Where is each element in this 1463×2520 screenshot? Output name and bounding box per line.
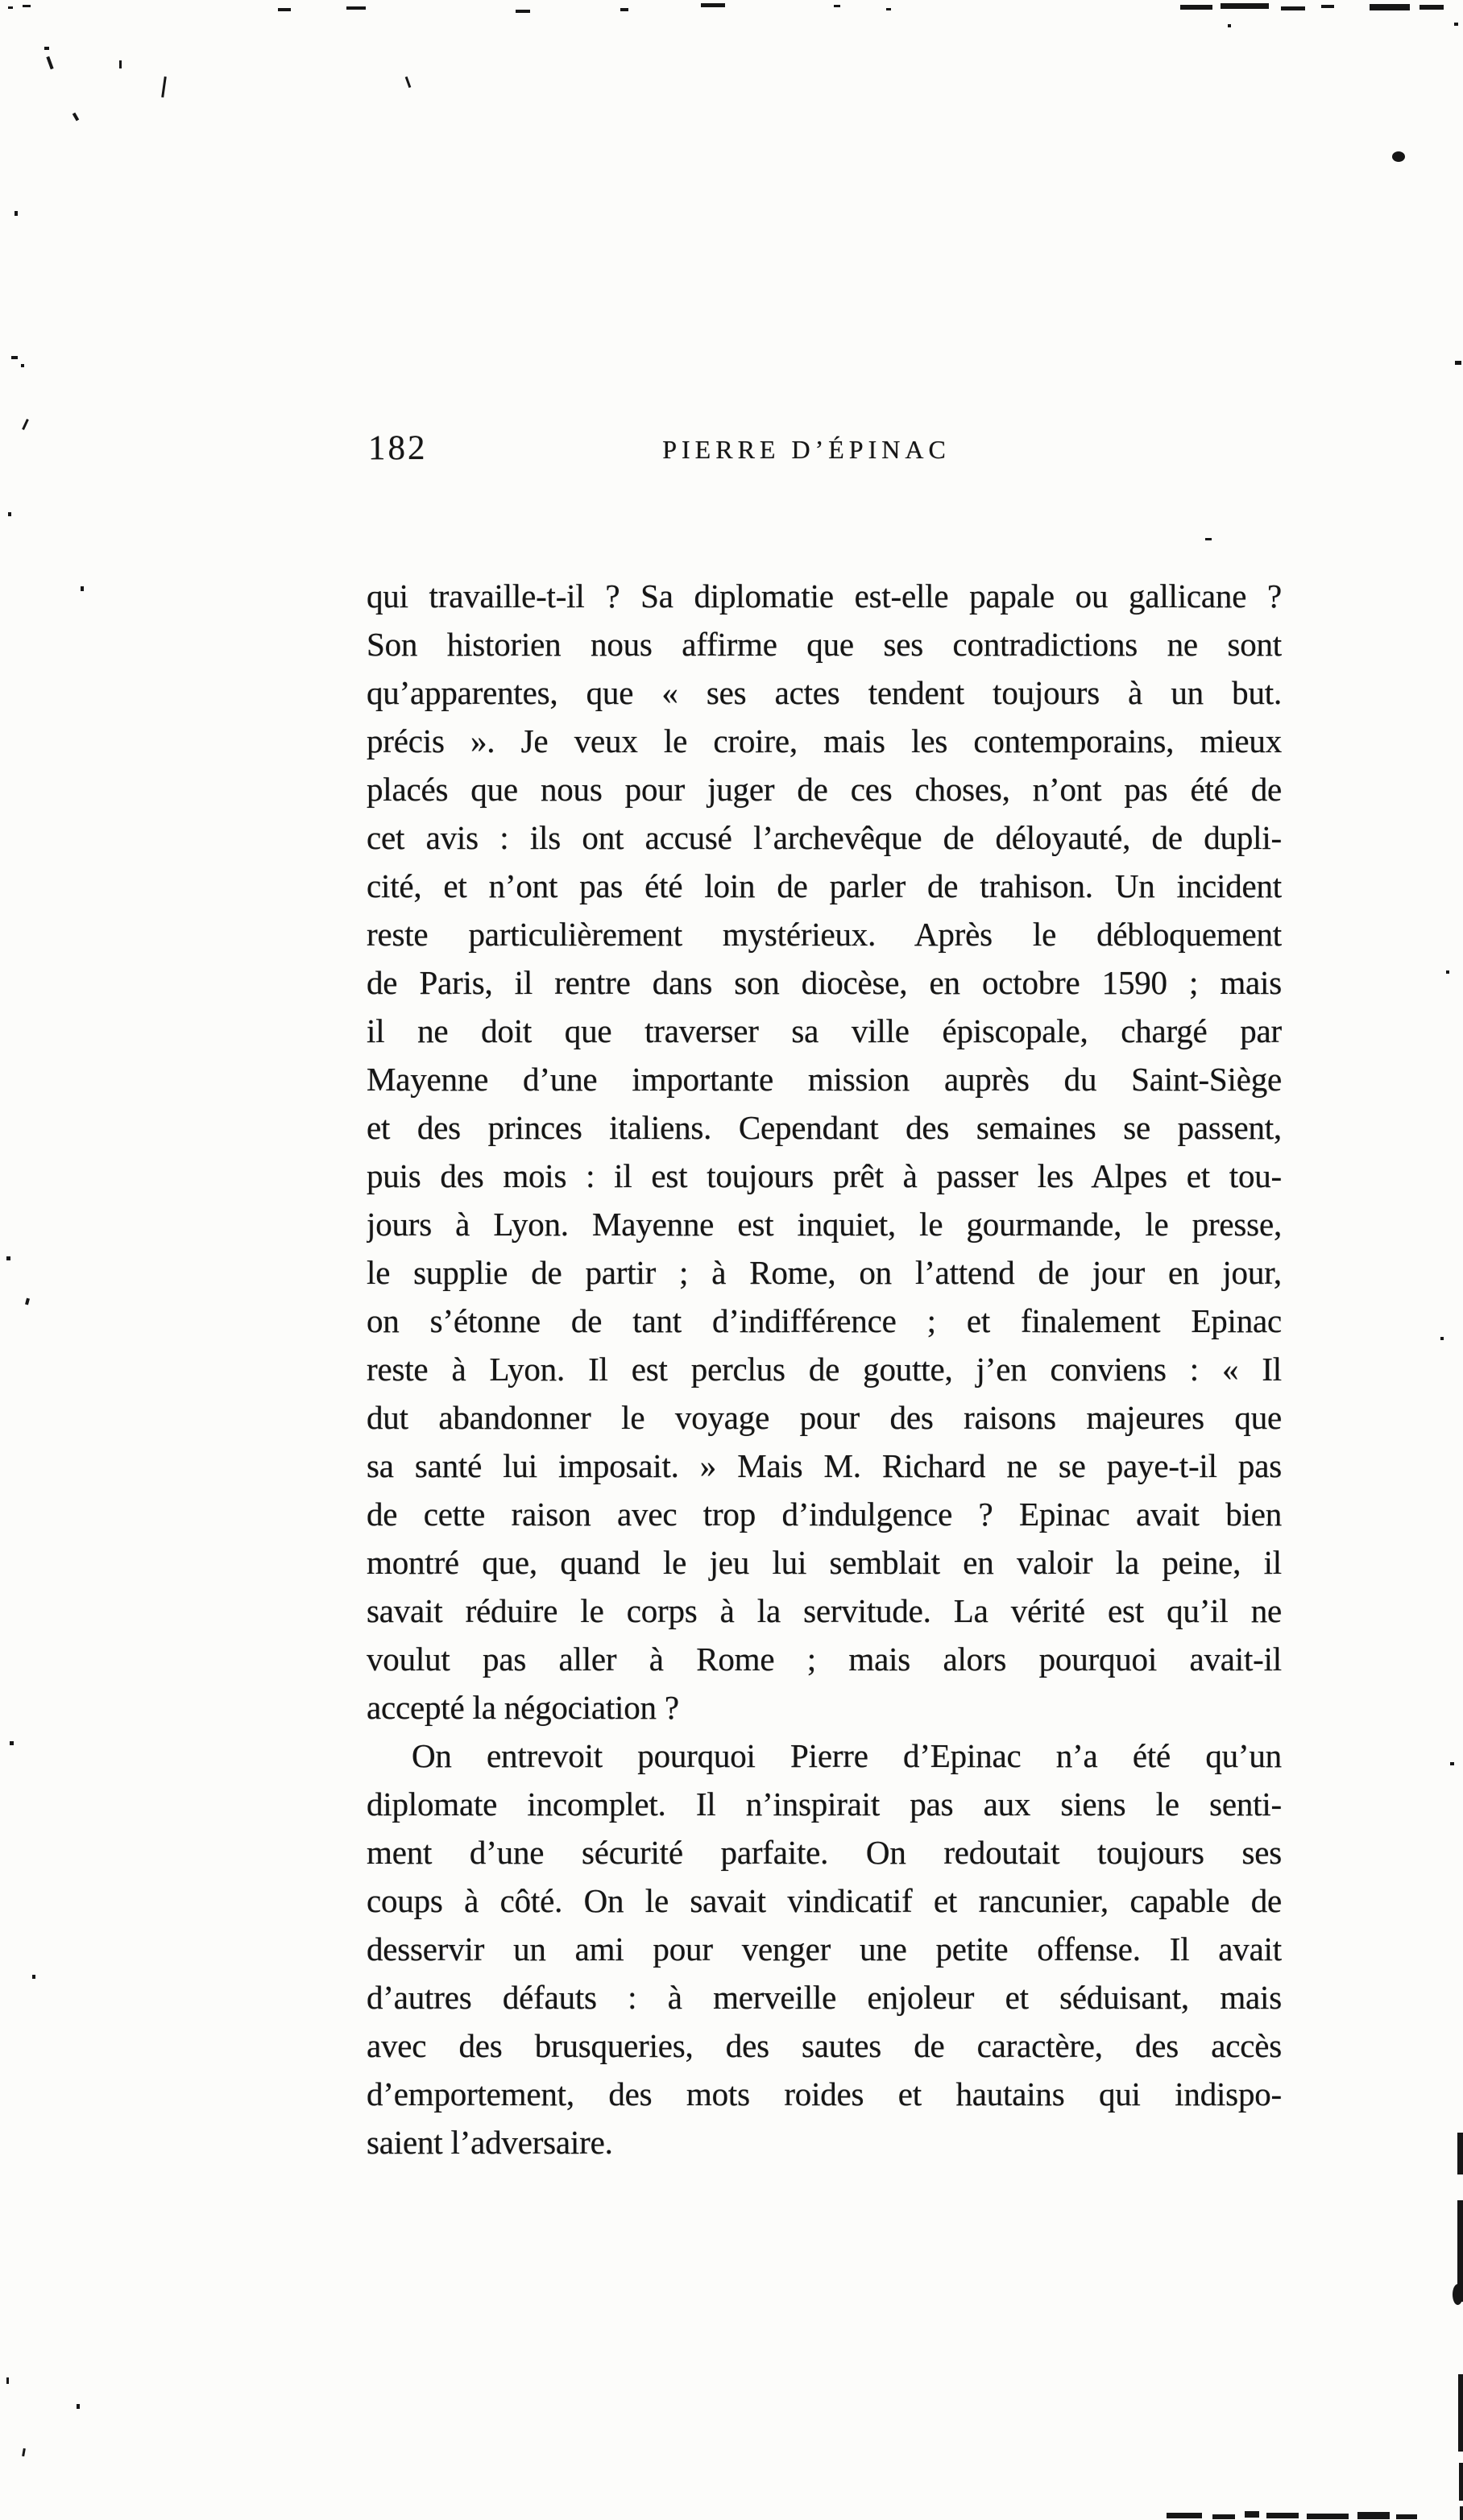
scan-speck <box>25 1298 30 1306</box>
scan-dash <box>1180 5 1212 10</box>
text-line: montré que, quand le jeu lui semblait en valoir la peine, il <box>367 1544 1282 1581</box>
scan-speck <box>6 1256 10 1260</box>
scan-dash <box>1221 3 1269 9</box>
ink-blob <box>1453 2284 1463 2305</box>
text-line: précis ». Je veux le croire, mais les contemporains, mieux <box>367 722 1282 759</box>
scan-edge-line <box>1459 2463 1463 2501</box>
scan-speck <box>886 8 891 10</box>
scan-speck <box>1450 1762 1454 1765</box>
page-number: 182 <box>368 429 428 467</box>
text-line: desservir un ami pour venger une petite offense. Il avait <box>367 1930 1282 1968</box>
scan-speck <box>1446 970 1449 974</box>
scan-speck <box>23 5 31 7</box>
text-line: voulut pas aller à Rome ; mais alors pourquoi avait-il <box>367 1641 1282 1678</box>
text-line: ment d’une sécurité parfaite. On redoutait toujours ses <box>367 1834 1282 1871</box>
scan-dash <box>1370 4 1410 10</box>
scan-speck <box>1455 361 1461 365</box>
text-line: reste particulièrement mystérieux. Après le débloquement <box>367 916 1282 953</box>
scan-speck <box>1454 23 1458 26</box>
scan-dash <box>1167 2513 1202 2518</box>
scan-speck <box>46 56 53 69</box>
scan-speck <box>21 364 24 367</box>
scan-edge-line <box>1458 2374 1463 2452</box>
scan-speck <box>22 2448 26 2456</box>
scan-speck <box>22 419 29 430</box>
scan-speck <box>278 8 291 11</box>
scan-speck <box>516 10 530 13</box>
text-line: coups à côté. On le savait vindicatif et rancunier, capable de <box>367 1882 1282 1919</box>
text-line: reste à Lyon. Il est perclus de goutte, j’en conviens : « Il <box>367 1351 1282 1388</box>
scan-speck <box>161 77 167 97</box>
text-line: puis des mois : il est toujours prêt à passer les Alpes et tou- <box>367 1157 1282 1194</box>
text-line: jours à Lyon. Mayenne est inquiet, le gourmande, le presse, <box>367 1206 1282 1243</box>
text-line: d’autres défauts : à merveille enjoleur et séduisant, mais <box>367 1979 1282 2016</box>
scan-speck <box>346 6 366 10</box>
running-title: PIERRE D’ÉPINAC <box>662 435 951 464</box>
text-line: accepté la négociation ? <box>367 1689 679 1726</box>
scan-speck <box>11 356 18 359</box>
scan-speck <box>77 2404 80 2409</box>
text-line: On entrevoit pourquoi Pierre d’Epinac n’a été qu’un <box>412 1737 1282 1774</box>
scan-speck <box>1440 1337 1444 1340</box>
scan-speck <box>119 60 122 68</box>
text-line: diplomate incomplet. Il n’inspirait pas aux siens le senti- <box>367 1786 1282 1823</box>
scan-speck <box>32 1975 35 1979</box>
scan-dash <box>1419 5 1444 10</box>
text-line: cité, et n’ont pas été loin de parler de trahison. Un incident <box>367 867 1282 904</box>
scan-dash <box>1307 2514 1349 2519</box>
scan-speck <box>1228 24 1231 27</box>
text-line: saient l’adversaire. <box>367 2124 613 2161</box>
text-line: le supplie de partir ; à Rome, on l’attend de jour en jour, <box>367 1254 1282 1291</box>
scan-dash <box>1396 2514 1417 2519</box>
text-line: Mayenne d’une importante mission auprès du Saint-Siège <box>367 1061 1282 1098</box>
scan-speck <box>701 3 725 7</box>
scan-speck <box>10 1741 14 1745</box>
scan-dash <box>1357 2512 1390 2519</box>
text-line: de Paris, il rentre dans son diocèse, en octobre 1590 ; mais <box>367 964 1282 1001</box>
scan-edge-line <box>1460 2506 1463 2520</box>
scan-edge-line <box>1457 2133 1463 2174</box>
scan-speck <box>81 586 84 591</box>
scan-speck <box>44 47 49 50</box>
text-line: avec des brusqueries, des sautes de caractère, des accès <box>367 2027 1282 2064</box>
text-line: il ne doit que traverser sa ville épiscopale, chargé par <box>367 1012 1282 1049</box>
text-line: qui travaille-t-il ? Sa diplomatie est-elle papale ou gallicane ? <box>367 577 1282 614</box>
text-line: savait réduire le corps à la servitude. La vérité est qu’il ne <box>367 1592 1282 1629</box>
scan-dash <box>1245 2511 1259 2518</box>
scan-speck <box>620 8 628 11</box>
text-line: Son historien nous affirme que ses contradictions ne sont <box>367 626 1282 663</box>
scan-speck <box>405 77 412 88</box>
ink-blob <box>1392 151 1405 162</box>
scan-speck <box>6 2377 9 2384</box>
page-header <box>367 424 1282 474</box>
body-text <box>367 572 1282 2166</box>
scan-dash <box>1281 6 1305 10</box>
scan-speck <box>834 5 840 7</box>
scan-speck <box>1205 538 1212 540</box>
text-line: d’emportement, des mots roides et hautains qui indispo- <box>367 2075 1282 2112</box>
text-line: placés que nous pour juger de ces choses, n’ont pas été de <box>367 771 1282 808</box>
text-line: de cette raison avec trop d’indulgence ? Epinac avait bien <box>367 1496 1282 1533</box>
scan-dash <box>1212 2514 1235 2519</box>
scan-speck <box>15 211 18 216</box>
text-line: dut abandonner le voyage pour des raisons majeures que <box>367 1399 1282 1436</box>
text-line: qu’apparentes, que « ses actes tendent toujours à un but. <box>367 674 1282 711</box>
scan-speck <box>8 6 13 9</box>
scan-dash <box>1321 5 1334 8</box>
scan-dash <box>1266 2513 1299 2518</box>
text-line: cet avis : ils ont accusé l’archevêque de déloyauté, de dupli- <box>367 819 1282 856</box>
text-line: et des princes italiens. Cependant des semaines se passent, <box>367 1109 1282 1146</box>
scan-speck <box>73 113 79 122</box>
text-line: on s’étonne de tant d’indifférence ; et finalement Epinac <box>367 1302 1282 1339</box>
scan-speck <box>8 512 11 516</box>
text-line: sa santé lui imposait. » Mais M. Richard ne se paye-t-il pas <box>367 1447 1282 1484</box>
